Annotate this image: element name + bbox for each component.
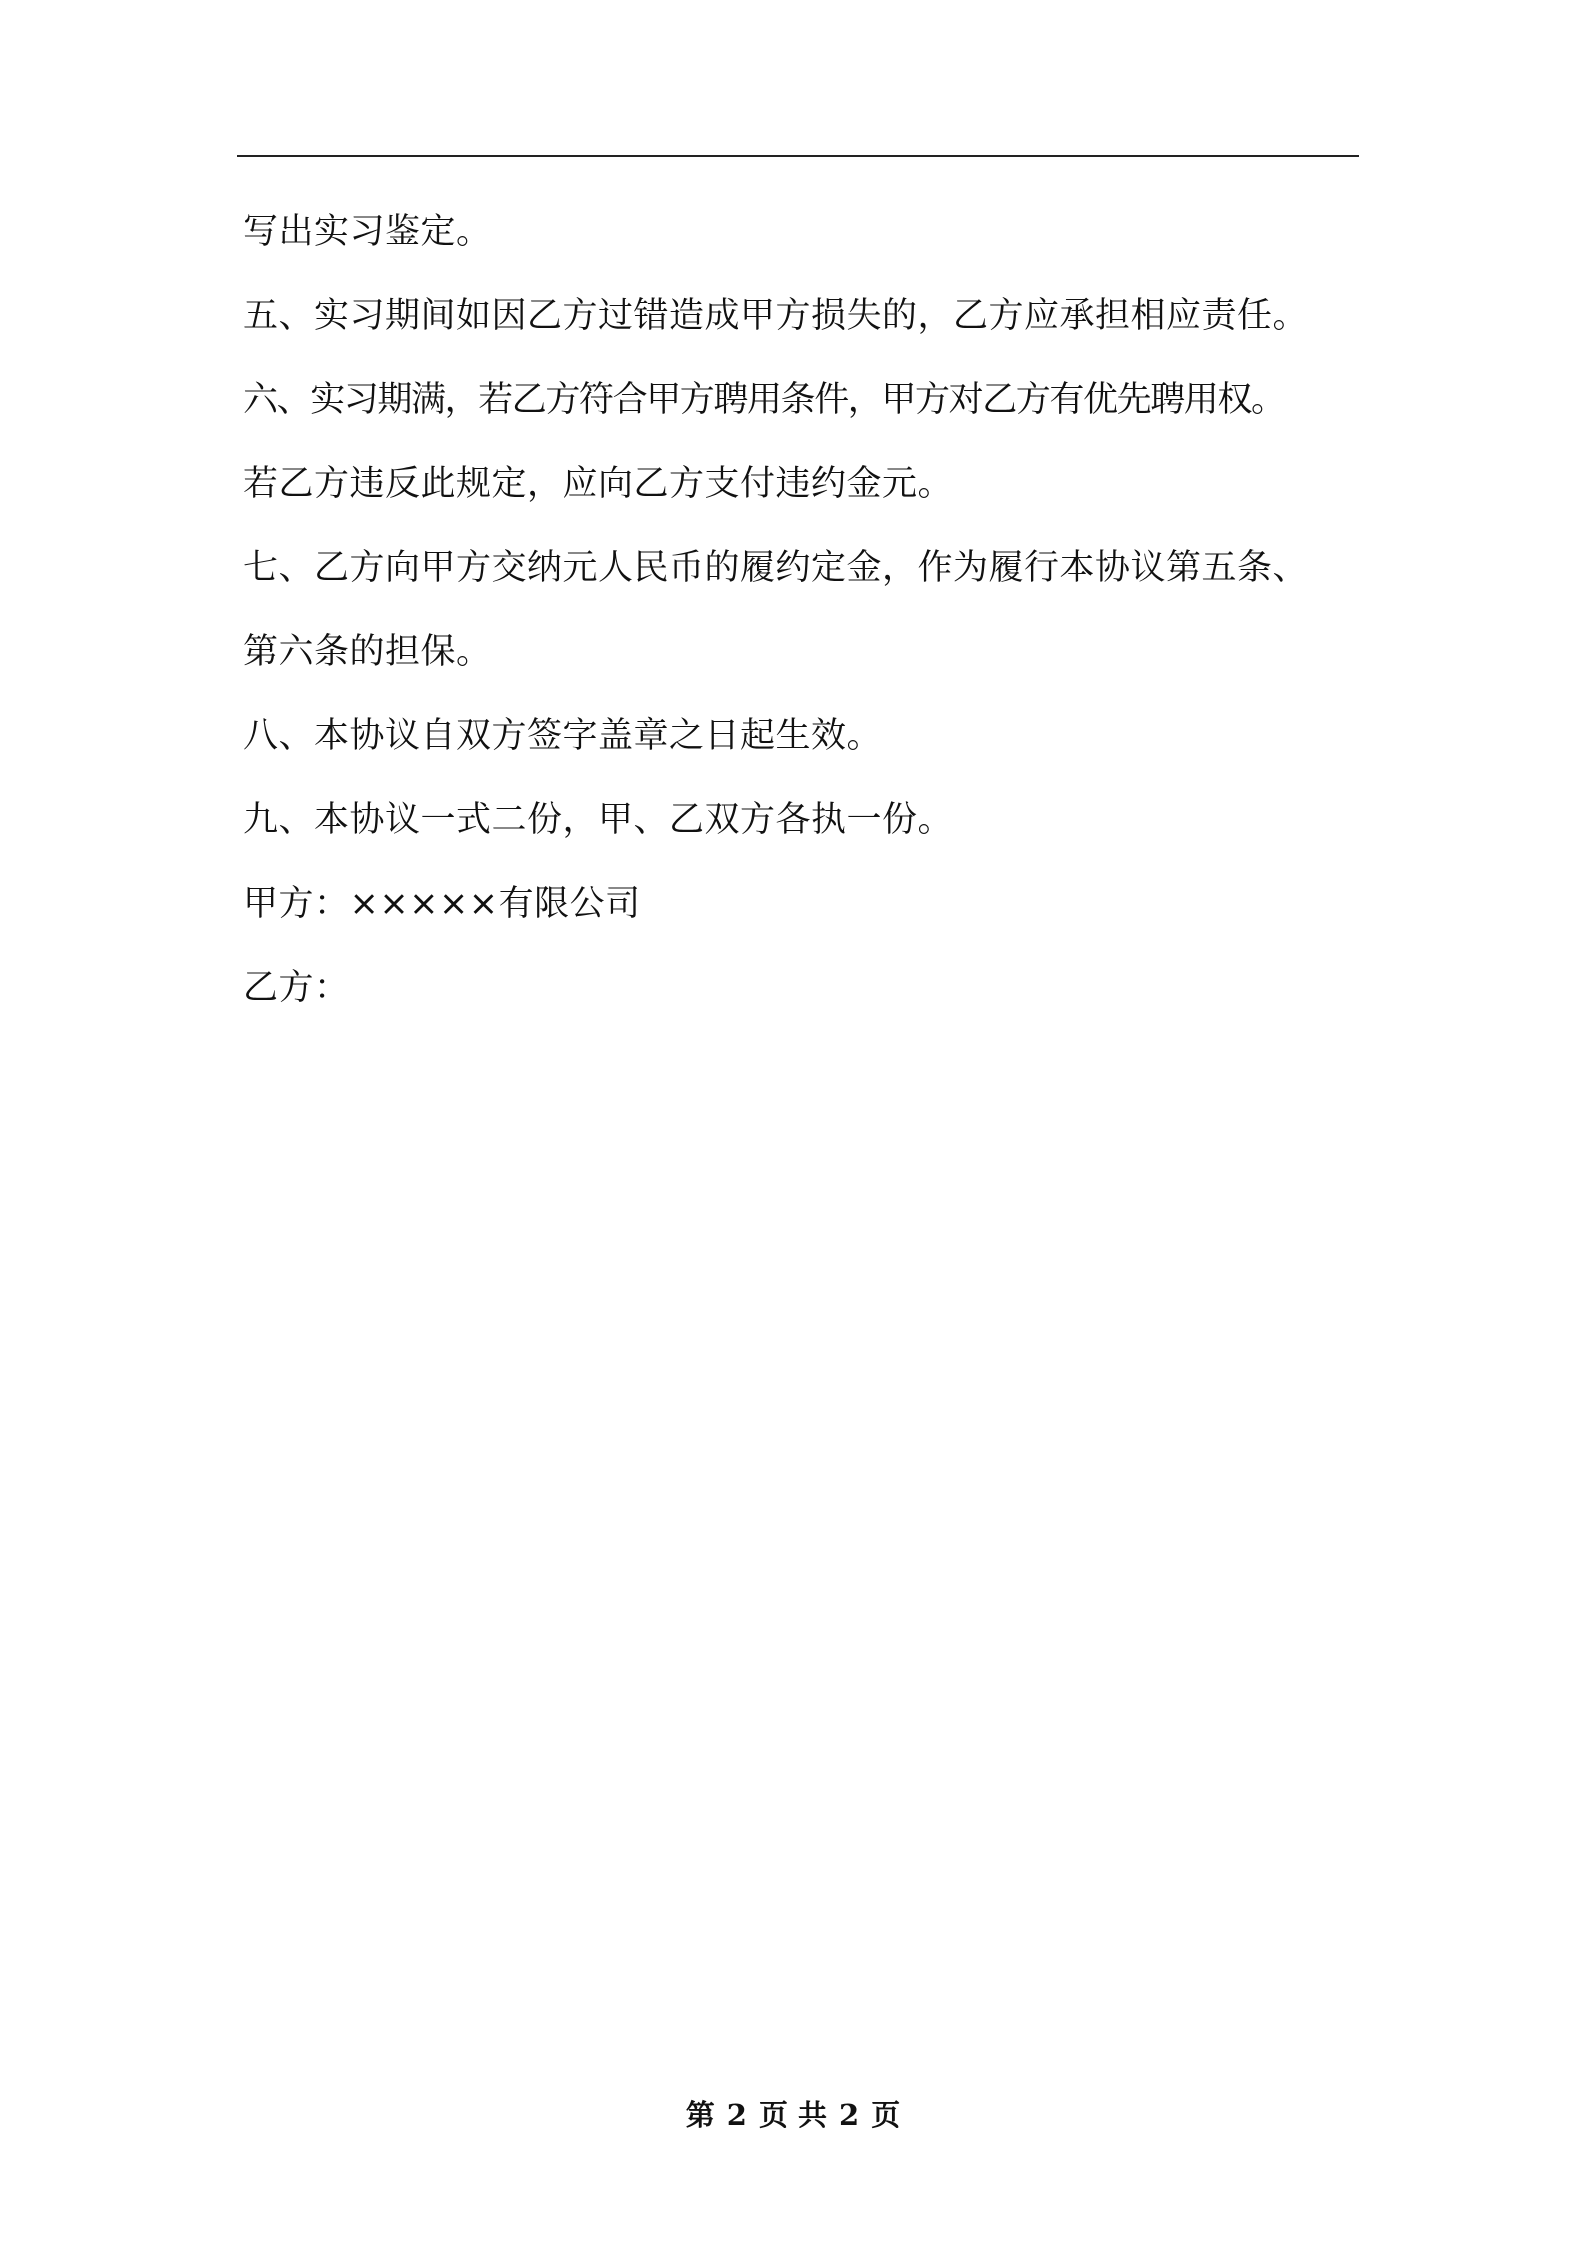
clause-5: 五、实习期间如因乙方过错造成甲方损失的，乙方应承担相应责任。 bbox=[243, 296, 1309, 336]
clause-9: 九、本协议一式二份，甲、乙双方各执一份。 bbox=[243, 800, 954, 840]
document-body bbox=[243, 190, 1363, 1030]
clause-7-continuation: 第六条的担保。 bbox=[243, 632, 492, 672]
clause-7: 七、乙方向甲方交纳元人民币的履约定金，作为履行本协议第五条、 bbox=[243, 548, 1309, 588]
party-b-signature-line: 乙方： bbox=[243, 968, 350, 1008]
footer-current-page: 2 bbox=[726, 2098, 747, 2132]
footer-middle: 页 共 bbox=[758, 2098, 828, 2132]
footer-prefix: 第 bbox=[685, 2098, 715, 2132]
party-a-signature-line: 甲方：×××××有限公司 bbox=[243, 884, 641, 924]
page-footer bbox=[0, 2093, 1586, 2134]
paragraph-continuation: 写出实习鉴定。 bbox=[243, 212, 492, 252]
header-rule bbox=[237, 155, 1359, 157]
clause-6-continuation: 若乙方违反此规定，应向乙方支付违约金元。 bbox=[243, 464, 954, 504]
footer-suffix: 页 bbox=[871, 2098, 901, 2132]
footer-total-pages: 2 bbox=[839, 2098, 860, 2132]
clause-6: 六、实习期满，若乙方符合甲方聘用条件，甲方对乙方有优先聘用权。 bbox=[243, 380, 1285, 420]
clause-8: 八、本协议自双方签字盖章之日起生效。 bbox=[243, 716, 883, 756]
